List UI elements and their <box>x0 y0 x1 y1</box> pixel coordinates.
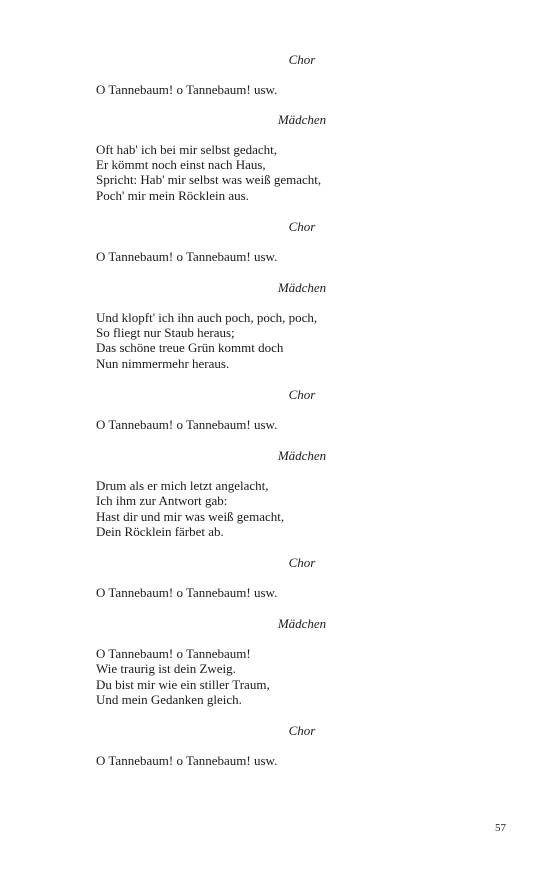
verse-line: Dein Röcklein färbet ab. <box>96 524 224 539</box>
verse-line: O Tannebaum! o Tannebaum! usw. <box>96 249 278 264</box>
verse-line: O Tannebaum! o Tannebaum! usw. <box>96 82 278 97</box>
verse-line: Das schöne treue Grün kommt doch <box>96 340 284 355</box>
verse-line: O Tannebaum! o Tannebaum! usw. <box>96 753 278 768</box>
verse-line: Er kömmt noch einst nach Haus, <box>96 157 266 172</box>
speaker-label: Chor <box>288 555 316 570</box>
verse-line: Du bist mir wie ein stiller Traum, <box>96 677 270 692</box>
verse-line: Oft hab' ich bei mir selbst gedacht, <box>96 142 278 157</box>
speaker-label: Mädchen <box>277 112 327 127</box>
speaker-label: Chor <box>288 387 316 402</box>
verse-line: Nun nimmermehr heraus. <box>96 356 230 371</box>
verse-line: Spricht: Hab' mir selbst was weiß gemacht, <box>96 172 322 187</box>
speaker-label: Mädchen <box>277 448 327 463</box>
verse-line: Und mein Gedanken gleich. <box>96 692 242 707</box>
verse-line: Drum als er mich letzt angelacht, <box>96 478 269 493</box>
verse-line: Wie traurig ist dein Zweig. <box>96 661 236 676</box>
speaker-label: Chor <box>288 723 316 738</box>
speaker-label: Mädchen <box>277 616 327 631</box>
speaker-label: Mädchen <box>277 280 327 295</box>
speaker-label: Chor <box>288 52 316 67</box>
speaker-label: Chor <box>288 219 316 234</box>
verse-line: Und klopft' ich ihn auch poch, poch, poch, <box>96 310 318 325</box>
verse-line: O Tannebaum! o Tannebaum! <box>96 646 251 661</box>
verse-line: Hast dir und mir was weiß gemacht, <box>96 509 285 524</box>
page-number: 57 <box>495 822 506 834</box>
verse-line: O Tannebaum! o Tannebaum! usw. <box>96 585 278 600</box>
verse-line: So fliegt nur Staub heraus; <box>96 325 235 340</box>
verse-line: Poch' mir mein Röcklein aus. <box>96 188 249 203</box>
verse-line: O Tannebaum! o Tannebaum! usw. <box>96 417 278 432</box>
verse-line: Ich ihm zur Antwort gab: <box>96 493 228 508</box>
